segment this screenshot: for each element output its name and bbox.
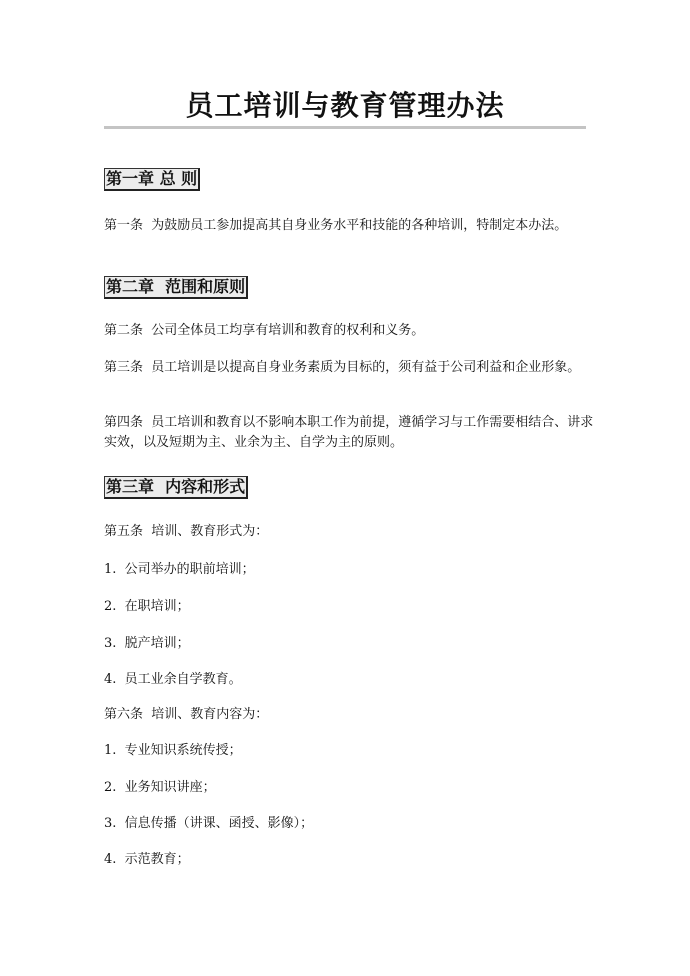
chapter-3-heading: 第三章 内容和形式 (104, 476, 248, 499)
article-1: 第一条 为鼓励员工参加提高其自身业务水平和技能的各种培训，特制定本办法。 (104, 218, 568, 233)
document-title: 员工培训与教育管理办法 (185, 89, 505, 122)
list-item-content-3: 3. 信息传播（讲课、函授、影像）； (104, 816, 314, 831)
article-3: 第三条 员工培训是以提高自身业务素质为目标的，须有益于公司利益和企业形象。 (104, 360, 581, 375)
article-4: 第四条 员工培训和教育以不影响本职工作为前提，遵循学习与工作需要相结合、讲求实效，以及短期为主、业余为主、自学为主的原则。 (104, 415, 594, 450)
title-underline (104, 126, 586, 129)
list-item-form-4: 4. 员工业余自学教育。 (104, 672, 242, 687)
article-5: 第五条 培训、教育形式为： (104, 524, 269, 539)
article-2: 第二条 公司全体员工均享有培训和教育的权利和义务。 (104, 323, 425, 338)
article-6: 第六条 培训、教育内容为： (104, 707, 269, 722)
list-item-content-1: 1. 专业知识系统传授； (104, 743, 242, 758)
list-item-content-4: 4. 示范教育； (104, 852, 190, 867)
chapter-1-heading: 第一章 总 则 (104, 168, 200, 191)
list-item-form-1: 1. 公司举办的职前培训； (104, 562, 255, 577)
list-item-content-2: 2. 业务知识讲座； (104, 780, 216, 795)
list-item-form-2: 2. 在职培训； (104, 599, 190, 614)
chapter-2-heading: 第二章 范围和原则 (104, 276, 248, 299)
list-item-form-3: 3. 脱产培训； (104, 636, 190, 651)
